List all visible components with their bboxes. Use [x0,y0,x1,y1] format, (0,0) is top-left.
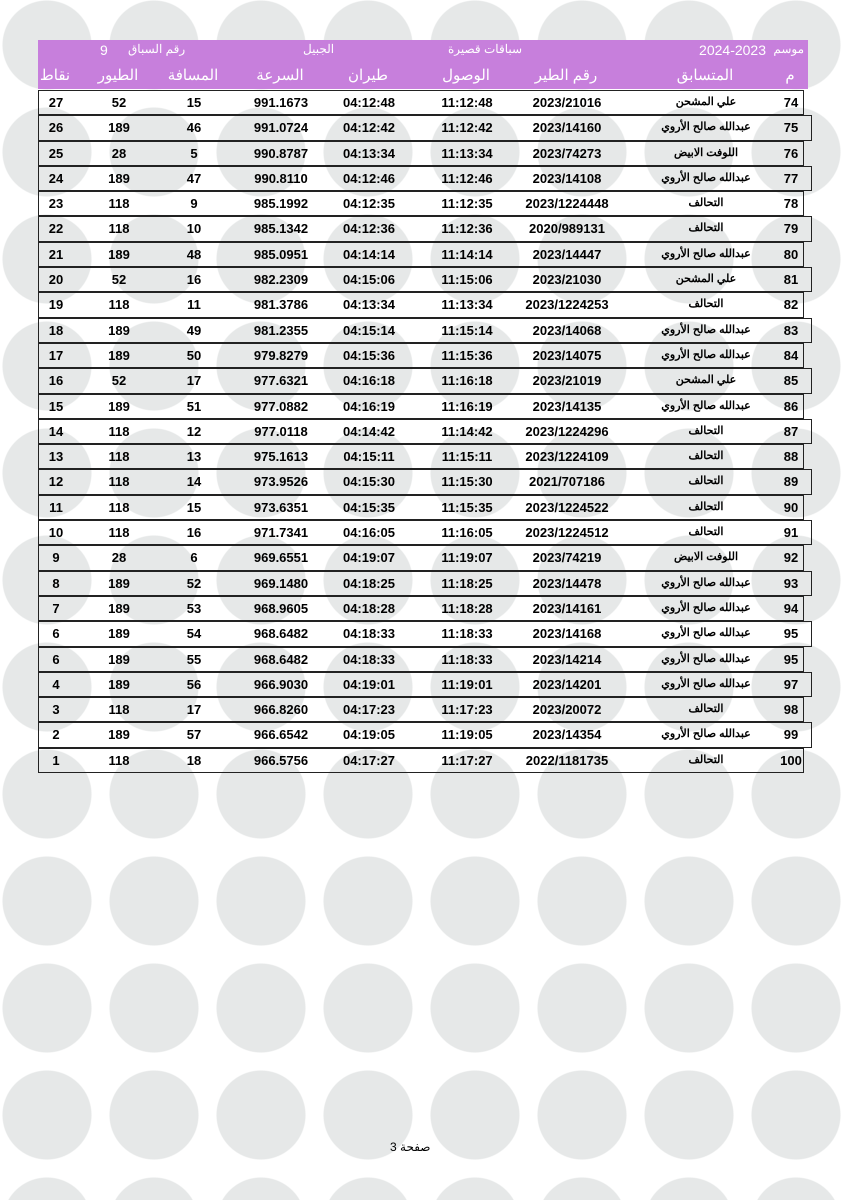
speed-cell: 973.9526 [253,474,309,490]
points-cell: 7 [52,600,60,616]
birds-cell: 118 [108,474,130,490]
points-cell: 2 [52,727,60,743]
points-cell: 14 [48,423,64,439]
competitor-cell: التحالف [688,197,724,210]
speed-cell: 966.6542 [253,727,309,743]
birds-cell: 118 [108,423,130,439]
arrival-cell: 11:18:33 [441,651,493,667]
page-number: صفحة 3 [390,1140,431,1154]
table-row [38,242,804,267]
speed-cell: 982.2309 [253,272,309,288]
points-cell: 8 [52,575,60,591]
distance-cell: 49 [186,322,202,338]
speed-cell: 990.8110 [254,170,308,186]
distance-cell: 54 [186,626,202,642]
flight-time-cell: 04:16:18 [342,373,396,389]
birds-cell: 189 [108,651,130,667]
birds-cell: 189 [108,626,130,642]
ring-number-cell: 2023/21016 [532,95,602,110]
arrival-cell: 11:12:46 [441,170,493,186]
rank-cell: 75 [783,120,799,136]
birds-cell: 189 [108,575,130,591]
competitor-cell: عبدالله صالح الأروي [661,323,751,336]
speed-cell: 977.0118 [254,423,308,439]
rank-cell: 90 [783,499,799,515]
competitor-cell: علي المشحن [675,374,737,387]
season-label: موسم [773,42,804,56]
flight-time-cell: 04:16:05 [342,525,396,541]
points-cell: 6 [52,626,60,642]
ring-number-cell: 2023/74219 [532,550,602,566]
flight-time-cell: 04:19:01 [342,676,396,692]
distance-cell: 50 [186,347,202,363]
table-row [38,191,804,216]
points-cell: 25 [48,145,64,161]
distance-cell: 11 [187,297,201,313]
competitor-cell: عبدالله صالح الأروي [661,576,751,589]
ring-number-cell: 2021/707186 [529,474,605,490]
flight-time-cell: 04:12:35 [342,196,396,212]
results-table [38,90,810,773]
distance-cell: 46 [186,120,202,136]
birds-cell: 28 [111,145,127,161]
flight-time-cell: 04:18:33 [342,651,396,667]
rank-cell: 86 [783,398,799,414]
rank-cell: 83 [783,322,799,338]
column-header: طيران [348,67,388,84]
rank-cell: 80 [783,246,799,262]
flight-time-cell: 04:13:34 [342,145,396,161]
distance-cell: 47 [186,170,202,186]
flight-time-cell: 04:15:36 [342,347,396,363]
distance-cell: 17 [186,373,202,389]
table-row [38,722,812,747]
points-cell: 26 [48,120,64,136]
competitor-cell: عبدالله صالح الأروي [661,399,751,412]
arrival-cell: 11:19:07 [441,550,493,566]
speed-cell: 969.6551 [253,550,309,566]
arrival-cell: 11:19:01 [441,676,493,692]
distance-cell: 16 [186,525,202,541]
distance-cell: 9 [190,196,198,212]
arrival-cell: 11:12:48 [441,95,493,110]
competitor-cell: عبدالله صالح الأروي [661,171,751,184]
flight-time-cell: 04:12:36 [342,221,396,237]
competitor-cell: التحالف [688,222,724,235]
birds-cell: 118 [108,297,130,313]
arrival-cell: 11:14:14 [441,246,493,262]
rank-cell: 94 [783,600,799,616]
speed-cell: 991.0724 [253,120,309,136]
speed-cell: 973.6351 [253,499,309,515]
competitor-cell: التحالف [688,424,724,437]
birds-cell: 189 [108,600,130,616]
competitor-cell: عبدالله صالح الأروي [661,627,751,640]
birds-cell: 189 [108,170,130,186]
birds-cell: 189 [108,246,130,262]
speed-cell: 985.1992 [253,196,309,212]
table-row [38,318,812,343]
points-cell: 3 [52,702,60,718]
flight-time-cell: 04:18:28 [342,600,396,616]
flight-time-cell: 04:12:48 [342,95,396,110]
competitor-cell: التحالف [688,703,724,716]
race-type: سباقات قصيرة [448,42,523,56]
flight-time-cell: 04:12:42 [342,120,396,136]
competitor-cell: اللوفت الابيض [673,146,739,159]
arrival-cell: 11:15:36 [441,347,493,363]
birds-cell: 118 [108,752,130,768]
speed-cell: 981.2355 [253,322,309,338]
ring-number-cell: 2023/20072 [532,702,602,718]
flight-time-cell: 04:14:14 [342,246,396,262]
birds-cell: 118 [108,449,130,465]
table-row [38,469,812,494]
arrival-cell: 11:13:34 [441,145,493,161]
rank-cell: 95 [783,651,799,667]
distance-cell: 15 [186,95,202,110]
ring-number-cell: 2023/74273 [532,145,602,161]
column-header: رقم الطير [534,67,598,84]
flight-time-cell: 04:15:35 [342,499,396,515]
competitor-cell: علي المشحن [675,96,737,108]
birds-cell: 118 [108,221,130,237]
birds-cell: 189 [108,322,130,338]
ring-number-cell: 2023/14214 [532,651,602,667]
birds-cell: 189 [108,347,130,363]
birds-cell: 189 [108,676,130,692]
points-cell: 9 [52,550,60,566]
distance-cell: 10 [186,221,202,237]
arrival-cell: 11:15:06 [441,272,493,288]
flight-time-cell: 04:13:34 [342,297,396,313]
competitor-cell: عبدالله صالح الأروي [661,652,751,665]
birds-cell: 189 [108,120,130,136]
points-cell: 19 [48,297,64,313]
competitor-cell: التحالف [688,475,724,488]
arrival-cell: 11:17:27 [441,752,493,768]
competitor-cell: التحالف [688,526,724,539]
table-row [38,520,812,545]
rank-cell: 91 [783,525,799,541]
ring-number-cell: 2023/1224296 [525,423,609,439]
points-cell: 22 [48,221,64,237]
table-row [38,90,804,115]
birds-cell: 118 [108,196,130,212]
points-cell: 13 [48,449,64,465]
table-row [38,216,812,241]
distance-cell: 55 [186,651,202,667]
flight-time-cell: 04:17:27 [342,752,396,768]
ring-number-cell: 2022/1181735 [525,752,609,768]
rank-cell: 98 [783,702,799,718]
table-row [38,368,812,393]
flight-time-cell: 04:15:14 [342,322,396,338]
distance-cell: 18 [186,752,202,768]
table-row [38,748,804,773]
arrival-cell: 11:16:05 [441,525,493,541]
birds-cell: 52 [111,95,127,110]
arrival-cell: 11:18:25 [441,575,493,591]
distance-cell: 14 [186,474,202,490]
arrival-cell: 11:17:23 [441,702,493,718]
table-row [38,697,804,722]
speed-cell: 968.6482 [253,651,309,667]
flight-time-cell: 04:15:11 [343,449,395,465]
flight-time-cell: 04:18:33 [342,626,396,642]
points-cell: 10 [48,525,64,541]
ring-number-cell: 2023/14478 [532,575,602,591]
ring-number-cell: 2020/989131 [529,221,605,237]
speed-cell: 975.1613 [253,449,309,465]
table-header [38,40,808,89]
points-cell: 18 [48,322,64,338]
table-row [38,394,804,419]
distance-cell: 13 [186,449,202,465]
distance-cell: 52 [186,575,202,591]
table-row [38,115,812,140]
birds-cell: 52 [111,272,127,288]
flight-time-cell: 04:16:19 [342,398,396,414]
arrival-cell: 11:15:14 [441,322,493,338]
distance-cell: 48 [186,246,202,262]
table-row [38,141,804,166]
table-row [38,647,804,672]
season: 2024-2023 [699,42,766,58]
birds-cell: 52 [111,373,127,389]
ring-number-cell: 2023/1224512 [525,525,609,541]
points-cell: 17 [48,347,64,363]
birds-cell: 189 [108,398,130,414]
table-row [38,495,804,520]
table-row [38,571,812,596]
speed-cell: 969.1480 [253,575,309,591]
speed-cell: 985.0951 [253,246,309,262]
table-row [38,444,804,469]
birds-cell: 189 [108,727,130,743]
arrival-cell: 11:18:33 [441,626,493,642]
rank-cell: 76 [783,145,799,161]
column-header: الطيور [97,67,139,84]
arrival-cell: 11:13:34 [441,297,493,313]
ring-number-cell: 2023/1224522 [525,499,609,515]
points-cell: 6 [52,651,60,667]
ring-number-cell: 2023/14201 [532,676,602,692]
competitor-cell: التحالف [688,753,724,766]
ring-number-cell: 2023/14135 [532,398,602,414]
rank-cell: 74 [783,95,799,110]
rank-cell: 100 [780,752,802,768]
ring-number-cell: 2023/1224253 [525,297,609,313]
speed-cell: 977.6321 [253,373,309,389]
competitor-cell: عبدالله صالح الأروي [661,601,751,614]
points-cell: 12 [48,474,64,490]
ring-number-cell: 2023/21030 [532,272,602,288]
speed-cell: 966.9030 [253,676,309,692]
arrival-cell: 11:12:36 [441,221,493,237]
flight-time-cell: 04:19:05 [342,727,396,743]
rank-cell: 87 [783,423,799,439]
competitor-cell: عبدالله صالح الأروي [661,348,751,361]
rank-cell: 82 [783,297,799,313]
table-row [38,267,812,292]
speed-cell: 971.7341 [253,525,309,541]
race-no-label: رقم السباق [128,42,186,56]
flight-time-cell: 04:19:07 [342,550,396,566]
rank-cell: 97 [783,676,799,692]
table-row [38,545,804,570]
ring-number-cell: 2023/14068 [532,322,602,338]
arrival-cell: 11:16:18 [441,373,493,389]
rank-cell: 81 [783,272,799,288]
speed-cell: 981.3786 [253,297,309,313]
table-row [38,343,804,368]
table-row [38,672,812,697]
speed-cell: 985.1342 [253,221,309,237]
distance-cell: 51 [186,398,202,414]
points-cell: 27 [48,95,64,110]
flight-time-cell: 04:15:06 [342,272,396,288]
points-cell: 23 [48,196,64,212]
ring-number-cell: 2023/21019 [532,373,602,389]
points-cell: 16 [48,373,64,389]
distance-cell: 6 [190,550,198,566]
distance-cell: 53 [186,600,202,616]
birds-cell: 118 [108,499,130,515]
points-cell: 15 [48,398,64,414]
arrival-cell: 11:18:28 [441,600,493,616]
rank-cell: 88 [783,449,799,465]
distance-cell: 5 [190,145,198,161]
arrival-cell: 11:15:35 [441,499,493,515]
rank-cell: 99 [783,727,799,743]
competitor-cell: اللوفت الابيض [673,551,739,564]
speed-cell: 991.1673 [253,95,309,110]
ring-number-cell: 2023/14161 [532,600,602,616]
points-cell: 20 [48,272,64,288]
race-no: 9 [100,42,108,58]
arrival-cell: 11:15:30 [441,474,493,490]
competitor-cell: علي المشحن [675,273,737,286]
points-cell: 21 [48,246,64,262]
rank-cell: 92 [783,550,799,566]
arrival-cell: 11:15:11 [441,449,493,465]
ring-number-cell: 2023/1224448 [525,196,609,212]
rank-cell: 89 [783,474,799,490]
rank-cell: 78 [783,196,799,212]
competitor-cell: التحالف [688,298,724,311]
ring-number-cell: 2023/14160 [532,120,602,136]
rank-cell: 84 [783,347,799,363]
birds-cell: 118 [108,525,130,541]
distance-cell: 17 [186,702,202,718]
flight-time-cell: 04:17:23 [342,702,396,718]
birds-cell: 118 [108,702,130,718]
ring-number-cell: 2023/1224109 [525,449,609,465]
rank-cell: 79 [783,221,799,237]
distance-cell: 57 [186,727,202,743]
distance-cell: 56 [186,676,202,692]
speed-cell: 990.8787 [253,145,309,161]
column-header: الوصول [442,67,490,84]
ring-number-cell: 2023/14075 [532,347,602,363]
speed-cell: 968.9605 [253,600,309,616]
points-cell: 11 [49,499,63,515]
column-header: المتسابق [676,67,734,84]
points-cell: 4 [52,676,60,692]
points-cell: 24 [48,170,64,186]
column-header: نقاط [39,67,71,84]
rank-cell: 95 [783,626,799,642]
distance-cell: 16 [186,272,202,288]
arrival-cell: 11:14:42 [441,423,493,439]
speed-cell: 966.8260 [253,702,309,718]
birds-cell: 28 [111,550,127,566]
speed-cell: 977.0882 [253,398,309,414]
distance-cell: 12 [186,423,202,439]
table-row [38,596,804,621]
arrival-cell: 11:16:19 [441,398,493,414]
flight-time-cell: 04:14:42 [342,423,396,439]
rank-cell: 85 [783,373,799,389]
column-header: السرعة [256,67,304,84]
speed-cell: 968.6482 [253,626,309,642]
flight-time-cell: 04:12:46 [342,170,396,186]
arrival-cell: 11:12:35 [441,196,493,212]
competitor-cell: عبدالله صالح الأروي [661,677,751,690]
table-row [38,292,804,317]
table-row [38,621,812,646]
flight-time-cell: 04:18:25 [342,575,396,591]
ring-number-cell: 2023/14354 [532,727,602,743]
flight-time-cell: 04:15:30 [342,474,396,490]
rank-cell: 77 [783,170,799,186]
arrival-cell: 11:12:42 [441,120,493,136]
location: الجبيل [303,42,335,56]
points-cell: 1 [52,752,60,768]
table-row [38,166,812,191]
competitor-cell: عبدالله صالح الأروي [661,728,751,741]
speed-cell: 966.5756 [253,752,309,768]
competitor-cell: التحالف [688,450,724,463]
table-row [38,419,812,444]
distance-cell: 15 [186,499,202,515]
competitor-cell: عبدالله صالح الأروي [661,247,751,260]
ring-number-cell: 2023/14168 [532,626,602,642]
ring-number-cell: 2023/14447 [532,246,602,262]
ring-number-cell: 2023/14108 [532,170,602,186]
arrival-cell: 11:19:05 [441,727,493,743]
competitor-cell: التحالف [688,500,724,513]
speed-cell: 979.8279 [253,347,309,363]
rank-cell: 93 [783,575,799,591]
column-header: المسافة [167,67,219,84]
competitor-cell: عبدالله صالح الأروي [661,121,751,134]
column-header: م [785,67,795,84]
